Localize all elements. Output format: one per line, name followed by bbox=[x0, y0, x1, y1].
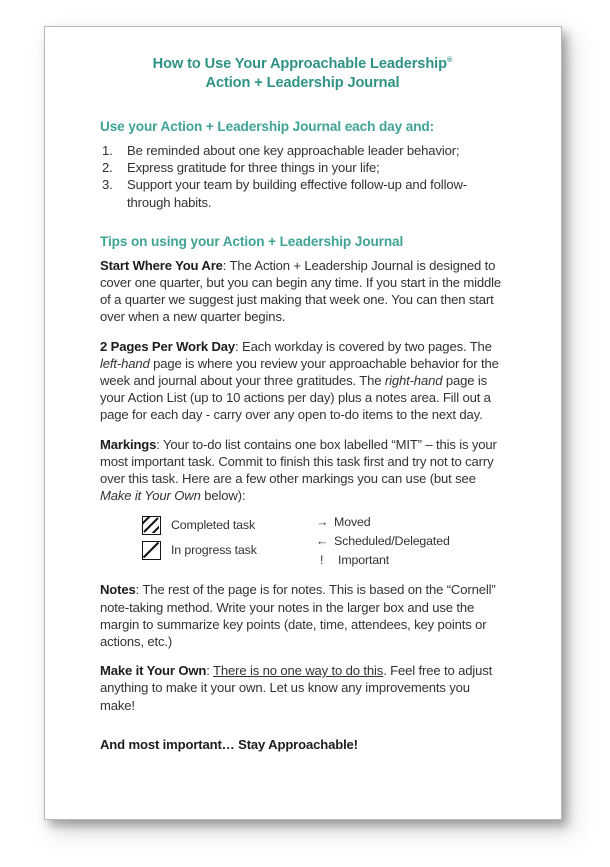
paragraph-start-where-you-are bbox=[100, 257, 505, 326]
legend-label-completed-task: Completed task bbox=[171, 518, 255, 533]
legend-item-important bbox=[316, 553, 505, 572]
heading-tips: Tips on using your Action + Leadership Journal bbox=[100, 233, 404, 249]
list-item-number: 1. bbox=[102, 143, 113, 158]
paragraph-label-make-it-your-own: Make it Your Own bbox=[100, 663, 207, 679]
list-item-number: 3. bbox=[102, 177, 113, 193]
list-item bbox=[100, 176, 505, 210]
legend-label-moved: Moved bbox=[334, 515, 371, 530]
paragraph-body-markings-1: : Your to-do list contains one box labelled “MIT” – this is your most important task. Commit to finish this task first and try not to carry over this task. Here are a few other markings you can use (but see bbox=[100, 436, 497, 487]
paragraph-label-notes: Notes bbox=[100, 582, 136, 598]
legend-item-moved bbox=[316, 515, 505, 534]
document-title-line1: How to Use Your Approachable Leadership bbox=[152, 56, 447, 72]
paragraph-body-markings-2: below): bbox=[200, 488, 246, 504]
arrow-right-icon: → bbox=[316, 515, 329, 530]
exclamation-icon: ! bbox=[320, 553, 324, 568]
paragraph-label-start-where: Start Where You Are bbox=[100, 257, 223, 273]
paragraph-body-notes: : The rest of the page is for notes. This is based on the “Cornell” note-taking method. Write your notes in the larger box and use the margin to summarize key points (date, time, attendees, key points or actions, etc.) bbox=[100, 582, 496, 650]
arrow-left-icon: ← bbox=[316, 534, 329, 549]
list-item-number: 2. bbox=[102, 160, 113, 176]
closing-statement: And most important… Stay Approachable! bbox=[100, 736, 358, 752]
document-title bbox=[100, 55, 505, 92]
single-slash-box-icon bbox=[142, 541, 161, 560]
paragraph-make-it-your-own bbox=[100, 662, 505, 714]
daily-uses-list bbox=[100, 142, 505, 211]
registered-trademark-symbol: ® bbox=[446, 55, 453, 65]
paragraph-label-two-pages: 2 Pages Per Work Day bbox=[100, 338, 236, 354]
paragraph-label-markings: Markings bbox=[100, 436, 157, 452]
paragraph-body-two-pages-2: page is where you review your approachable behavior for the week and journal about your three gratitudes. The bbox=[100, 355, 499, 389]
document-title-line2: Action + Leadership Journal bbox=[205, 74, 400, 91]
list-item-label: Support your team by building effective follow-up and follow-through habits. bbox=[127, 177, 467, 210]
paragraph-body-start-where: : The Action + Leadership Journal is designed to cover one quarter, but you can begin any time. If you start in the middle of a quarter we suggest just making that week one. You can then start over when a new quarter begins. bbox=[100, 257, 502, 325]
underlined-phrase-no-one-way: There is no one way to do this bbox=[213, 663, 384, 679]
markings-legend-boxes bbox=[142, 513, 316, 572]
paragraph-body-make-own-1: : bbox=[206, 663, 213, 679]
paragraph-two-pages-per-work-day bbox=[100, 338, 505, 424]
legend-label-scheduled-delegated: Scheduled/Delegated bbox=[334, 534, 450, 549]
list-item-label: Express gratitude for three things in your life; bbox=[127, 160, 380, 176]
paragraph-notes bbox=[100, 581, 505, 650]
document-page bbox=[44, 26, 562, 820]
paragraph-body-two-pages-3: page is your Action List (up to 10 actions per day) plus a notes area. Fill out a page for each day - carry over any open to-do items to the next day. bbox=[100, 373, 491, 423]
paragraph-body-make-own-2: . Feel free to adjust anything to make it your own. Let us know any improvements you make! bbox=[100, 663, 493, 713]
paragraph-body-two-pages-1: : Each workday is covered by two pages. The bbox=[235, 338, 492, 354]
legend-label-important: Important bbox=[338, 553, 390, 568]
emphasis-right-hand: right-hand bbox=[384, 373, 443, 389]
markings-legend-symbols bbox=[316, 513, 505, 572]
paragraph-markings bbox=[100, 436, 505, 505]
markings-legend bbox=[100, 513, 505, 572]
legend-item-scheduled-delegated bbox=[316, 534, 505, 553]
document-content bbox=[100, 55, 505, 753]
list-item bbox=[100, 142, 505, 159]
legend-item-completed-task bbox=[142, 513, 316, 538]
legend-item-in-progress-task bbox=[142, 538, 316, 563]
emphasis-left-hand: left-hand bbox=[100, 355, 150, 371]
heading-use-your-journal: Use your Action + Leadership Journal each day and: bbox=[100, 119, 435, 134]
emphasis-make-it-your-own: Make it Your Own bbox=[100, 488, 201, 504]
list-item bbox=[100, 159, 505, 176]
list-item-label: Be reminded about one key approachable leader behavior; bbox=[127, 143, 460, 158]
legend-label-in-progress-task: In progress task bbox=[171, 543, 257, 558]
hatched-box-icon bbox=[142, 516, 161, 535]
